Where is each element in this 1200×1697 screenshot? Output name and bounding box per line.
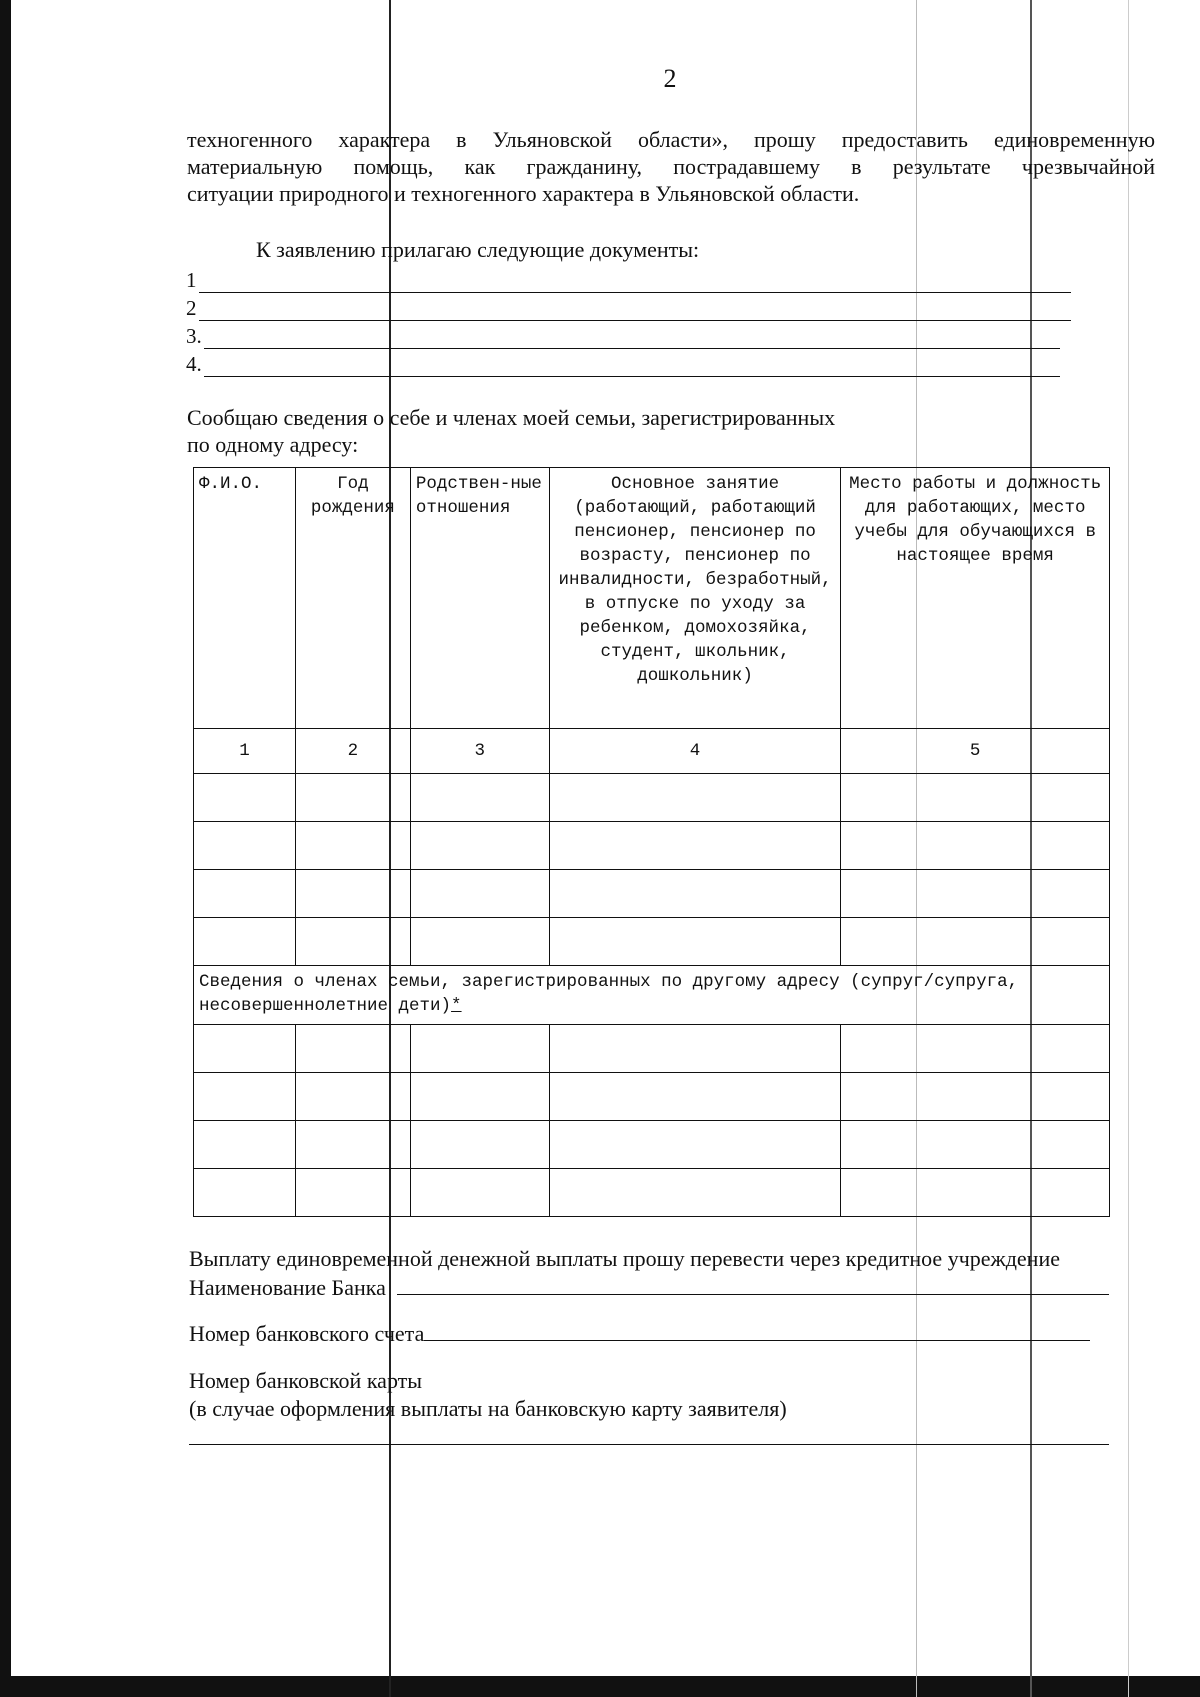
bank-name-line[interactable] [189, 1274, 1109, 1301]
table-cell[interactable] [410, 774, 549, 822]
table-cell[interactable] [295, 1025, 410, 1073]
column-number: 3 [410, 729, 549, 774]
document-line-2[interactable] [186, 296, 1071, 321]
table-cell[interactable] [410, 918, 549, 966]
family-intro-line: Сообщаю сведения о себе и членах моей семьи, зарегистрированных [187, 405, 836, 430]
table-cell[interactable] [549, 1169, 841, 1217]
scan-left-border [0, 0, 11, 1697]
bank-name-label: Наименование Банка [189, 1275, 386, 1300]
document-number: 4. [186, 352, 202, 376]
table-cell[interactable] [194, 918, 296, 966]
table-cell[interactable] [410, 870, 549, 918]
account-field[interactable] [424, 1320, 1090, 1341]
family-members-table [193, 467, 1110, 1217]
table-cell[interactable] [841, 1121, 1110, 1169]
table-cell[interactable] [549, 1121, 841, 1169]
column-number-row [194, 729, 1110, 774]
header-occupation: Основное занятие (работающий, работающий пенсионер, пенсионер по возрасту, пенсионер по инвалидности, безработный, в отпуске по уходу за ребенком, домохозяйка, студент, школьник, дошкольник) [549, 468, 841, 729]
table-cell[interactable] [841, 1073, 1110, 1121]
table-cell[interactable] [410, 1073, 549, 1121]
other-address-text: Сведения о членах семьи, зарегистрированных по другому адресу (супруг/супруга, несовершеннолетние дети) [199, 972, 1019, 1016]
column-number: 5 [841, 729, 1110, 774]
intro-paragraph [187, 126, 1155, 207]
header-workplace: Место работы и должность для работающих, место учебы для обучающихся в настоящее время [841, 468, 1110, 729]
table-cell[interactable] [549, 774, 841, 822]
card-number-field[interactable] [189, 1444, 1109, 1445]
account-line[interactable] [189, 1320, 1090, 1347]
document-number: 3. [186, 324, 202, 348]
table-row[interactable] [194, 774, 1110, 822]
table-cell[interactable] [194, 870, 296, 918]
table-row[interactable] [194, 870, 1110, 918]
table-row[interactable] [194, 1073, 1110, 1121]
table-cell[interactable] [194, 822, 296, 870]
table-cell[interactable] [194, 1169, 296, 1217]
table-cell[interactable] [295, 918, 410, 966]
table-cell[interactable] [841, 870, 1110, 918]
header-fio: Ф.И.О. [194, 468, 296, 729]
table-row[interactable] [194, 1025, 1110, 1073]
document-number: 2 [186, 296, 197, 320]
document-blank[interactable] [199, 300, 1071, 321]
table-cell[interactable] [841, 918, 1110, 966]
table-cell[interactable] [194, 774, 296, 822]
family-intro [187, 404, 835, 458]
column-number: 2 [295, 729, 410, 774]
footnote-mark: * [451, 996, 462, 1016]
document-line-3[interactable] [186, 324, 1060, 349]
document-line-1[interactable] [186, 268, 1071, 293]
table-cell[interactable] [295, 870, 410, 918]
document-line-4[interactable] [186, 352, 1060, 377]
card-note: (в случае оформления выплаты на банковскую карту заявителя) [189, 1396, 787, 1421]
table-cell[interactable] [841, 1025, 1110, 1073]
other-address-row [194, 966, 1110, 1025]
documents-intro: К заявлению прилагаю следующие документы: [256, 237, 700, 262]
table-cell[interactable] [295, 1169, 410, 1217]
table-cell[interactable] [549, 822, 841, 870]
scan-bottom-border [0, 1676, 1200, 1697]
table-cell[interactable] [194, 1025, 296, 1073]
table-cell[interactable] [194, 1073, 296, 1121]
table-cell[interactable] [549, 1025, 841, 1073]
document-blank[interactable] [204, 356, 1060, 377]
transfer-text: Выплату единовременной денежной выплаты прошу перевести через кредитное учреждение [189, 1246, 1060, 1271]
table-cell[interactable] [410, 1169, 549, 1217]
document-blank[interactable] [204, 328, 1060, 349]
table-cell[interactable] [410, 822, 549, 870]
column-number: 4 [549, 729, 841, 774]
account-label: Номер банковского счета [189, 1321, 425, 1346]
column-number: 1 [194, 729, 296, 774]
table-cell[interactable] [841, 1169, 1110, 1217]
header-relationship: Родствен-ные отношения [410, 468, 549, 729]
bank-name-field[interactable] [397, 1274, 1109, 1295]
page-number: 2 [663, 64, 677, 93]
header-birth-year: Год рождения [295, 468, 410, 729]
document-blank[interactable] [199, 272, 1071, 293]
paragraph-line: материальную помощь, как гражданину, пострадавшему в результате чрезвычайной [187, 154, 1155, 179]
paragraph-line: техногенного характера в Ульяновской области», прошу предоставить единовременную [187, 127, 1155, 152]
table-cell[interactable] [295, 822, 410, 870]
table-cell[interactable] [549, 1073, 841, 1121]
table-cell[interactable] [549, 870, 841, 918]
table-row[interactable] [194, 822, 1110, 870]
family-intro-line: по одному адресу: [187, 432, 359, 457]
table-row[interactable] [194, 1169, 1110, 1217]
document-number: 1 [186, 268, 197, 292]
table-cell[interactable] [410, 1121, 549, 1169]
paragraph-line: ситуации природного и техногенного характера в Ульяновской области. [187, 181, 860, 206]
table-header-row [194, 468, 1110, 729]
table-cell[interactable] [841, 822, 1110, 870]
other-address-caption [194, 966, 1110, 1025]
table-cell[interactable] [295, 1073, 410, 1121]
table-row[interactable] [194, 918, 1110, 966]
table-cell[interactable] [841, 774, 1110, 822]
table-cell[interactable] [549, 918, 841, 966]
table-cell[interactable] [295, 774, 410, 822]
scan-artifact-line [1128, 0, 1129, 1697]
table-cell[interactable] [194, 1121, 296, 1169]
table-cell[interactable] [410, 1025, 549, 1073]
table-row[interactable] [194, 1121, 1110, 1169]
card-label: Номер банковской карты [189, 1368, 423, 1393]
table-cell[interactable] [295, 1121, 410, 1169]
